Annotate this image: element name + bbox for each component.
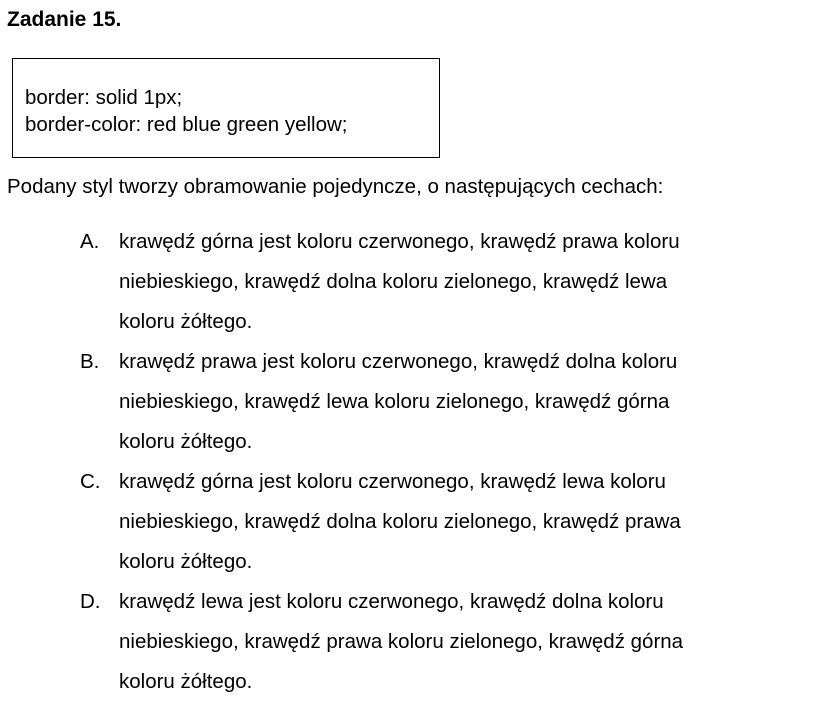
option-line: niebieskiego, krawędź dolna koloru zielonego, krawędź lewa bbox=[119, 270, 668, 293]
option-line: krawędź górna jest koloru czerwonego, krawędź prawa koloru bbox=[119, 230, 680, 253]
option-letter: A. bbox=[80, 230, 100, 253]
answer-options bbox=[0, 222, 814, 702]
option-letter: D. bbox=[80, 590, 101, 613]
code-line: border: solid 1px; bbox=[25, 86, 183, 109]
option-line: niebieskiego, krawędź lewa koloru zielonego, krawędź górna bbox=[119, 390, 670, 413]
answer-option-c bbox=[0, 462, 814, 582]
option-text bbox=[119, 462, 799, 582]
option-line: krawędź prawa jest koloru czerwonego, krawędź dolna koloru bbox=[119, 350, 678, 373]
answer-option-a bbox=[0, 222, 814, 342]
option-line: koloru żółtego. bbox=[119, 310, 253, 333]
option-line: krawędź górna jest koloru czerwonego, krawędź lewa koloru bbox=[119, 470, 666, 493]
option-line: niebieskiego, krawędź prawa koloru zielonego, krawędź górna bbox=[119, 630, 684, 653]
task-title: Zadanie 15. bbox=[7, 8, 122, 31]
option-letter: B. bbox=[80, 350, 100, 373]
option-line: krawędź lewa jest koloru czerwonego, krawędź dolna koloru bbox=[119, 590, 664, 613]
answer-option-b bbox=[0, 342, 814, 462]
code-line: border-color: red blue green yellow; bbox=[25, 113, 348, 136]
answer-option-d bbox=[0, 582, 814, 702]
option-line: niebieskiego, krawędź dolna koloru zielonego, krawędź prawa bbox=[119, 510, 681, 533]
option-text bbox=[119, 582, 799, 702]
option-line: koloru żółtego. bbox=[119, 550, 253, 573]
option-text bbox=[119, 342, 799, 462]
option-line: koloru żółtego. bbox=[119, 430, 253, 453]
option-letter: C. bbox=[80, 470, 101, 493]
question-text: Podany styl tworzy obramowanie pojedyncze, o następujących cechach: bbox=[7, 175, 664, 198]
code-box bbox=[12, 58, 440, 158]
option-text bbox=[119, 222, 799, 342]
option-line: koloru żółtego. bbox=[119, 670, 253, 693]
